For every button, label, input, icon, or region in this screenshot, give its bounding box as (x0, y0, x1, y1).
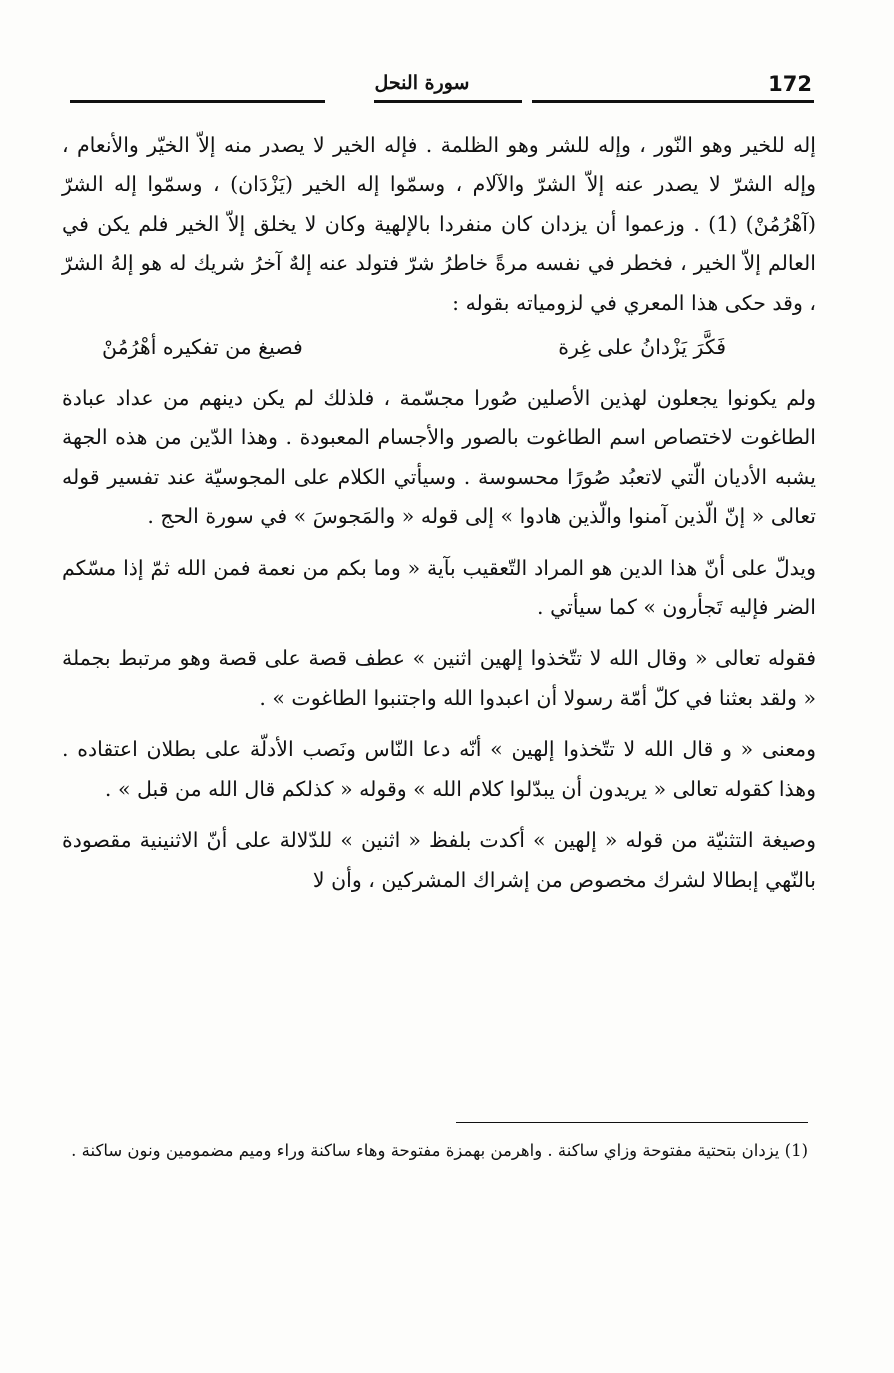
paragraph-1: إله للخير وهو النّور ، وإله للشر وهو الظلمة . فإله الخير لا يصدر منه إلاّ الخيّر والأنعام ، وإله الشرّ لا يصدر عنه إلاّ الشرّ والآلام ، وسمّوا إله الخير (يَزْدَان) ، وسمّوا إله الشرّ (آهْرُمُنْ) (1) . وزعموا أن يزدان كان منفردا بالإلهية وكان لا يخلق إلاّ الخير فلم يكن في العالم إلاّ الخير ، فخطر في نفسه مرةً خاطرُ شرّ فتولد عنه إلهٌ آخرُ شريك له هو إلهُ الشرّ ، وقد حكى هذا المعري في لزومياته بقوله : (62, 133, 816, 315)
page-header (62, 66, 822, 110)
paragraph-2: ولم يكونوا يجعلون لهذين الأصلين صُورا مجسّمة ، فلذلك لم يكن دينهم من عداد عبادة الطاغوت لاختصاص اسم الطاغوت بالصور والأجسام المعبودة . وهذا الدّين من هذه الجهة يشبه الأديان الّتي لاتعبُد صُورًا محسوسة . وسيأتي الكلام على المجوسيّة عند تفسير قوله تعالى « إنّ الّذين آمنوا والّذين هادوا » إلى قوله « والمَجوسَ » في سورة الحج . (62, 386, 816, 529)
surah-title: سورة النحل (374, 72, 470, 94)
verse-first-hemistich: فَكَّرَ يَزْدانُ على غِرة (558, 335, 726, 360)
paragraph-3: ويدلّ على أنّ هذا الدين هو المراد التّعقيب بآية « وما بكم من نعمة فمن الله ثمّ إذا مسّكم الضر فإليه تَجأرون » كما سيأتي . (62, 555, 816, 620)
header-rule-right (532, 100, 814, 103)
header-rule-middle (374, 100, 522, 103)
page-number: 172 (768, 72, 812, 96)
paragraph-6: وصيغة التثنيّة من قوله « إلهين » أكدت بلفظ « اثنين » للدّلالة على أنّ الاثنينية مقصودة بالنّهي إبطالا لشرك مخصوص من إشراك المشركين ، وأن لا (62, 828, 816, 892)
footnote-separator (456, 1122, 808, 1123)
verse-second-hemistich: فصيغ من تفكيره أهْرُمُنْ (102, 335, 303, 360)
footnote: (1) يزدان بتحتية مفتوحة وزاي ساكنة . واهرمن بهمزة مفتوحة وهاء ساكنة وراء وميم مضمومين ونون ساكنة . (71, 1141, 808, 1160)
paragraph-5: ومعنى « و قال الله لا تتّخذوا إلهين » أنّه دعا النّاس ونَصب الأدلّة على بطلان اعتقاده . وهذا كقوله تعالى « يريدون أن يبدّلوا كلام الله » وقوله « كذلكم قال الله من قبل » . (62, 737, 816, 801)
poetry-verse (62, 323, 816, 379)
header-rule-left (70, 100, 325, 103)
main-text (62, 126, 816, 900)
paragraph-4: فقوله تعالى « وقال الله لا تتّخذوا إلهين اثنين » عطف قصة على قصة وهو مرتبط بجملة « ولقد بعثنا في كلّ أمّة رسولا أن اعبدوا الله واجتنبوا الطاغوت » . (62, 646, 816, 710)
